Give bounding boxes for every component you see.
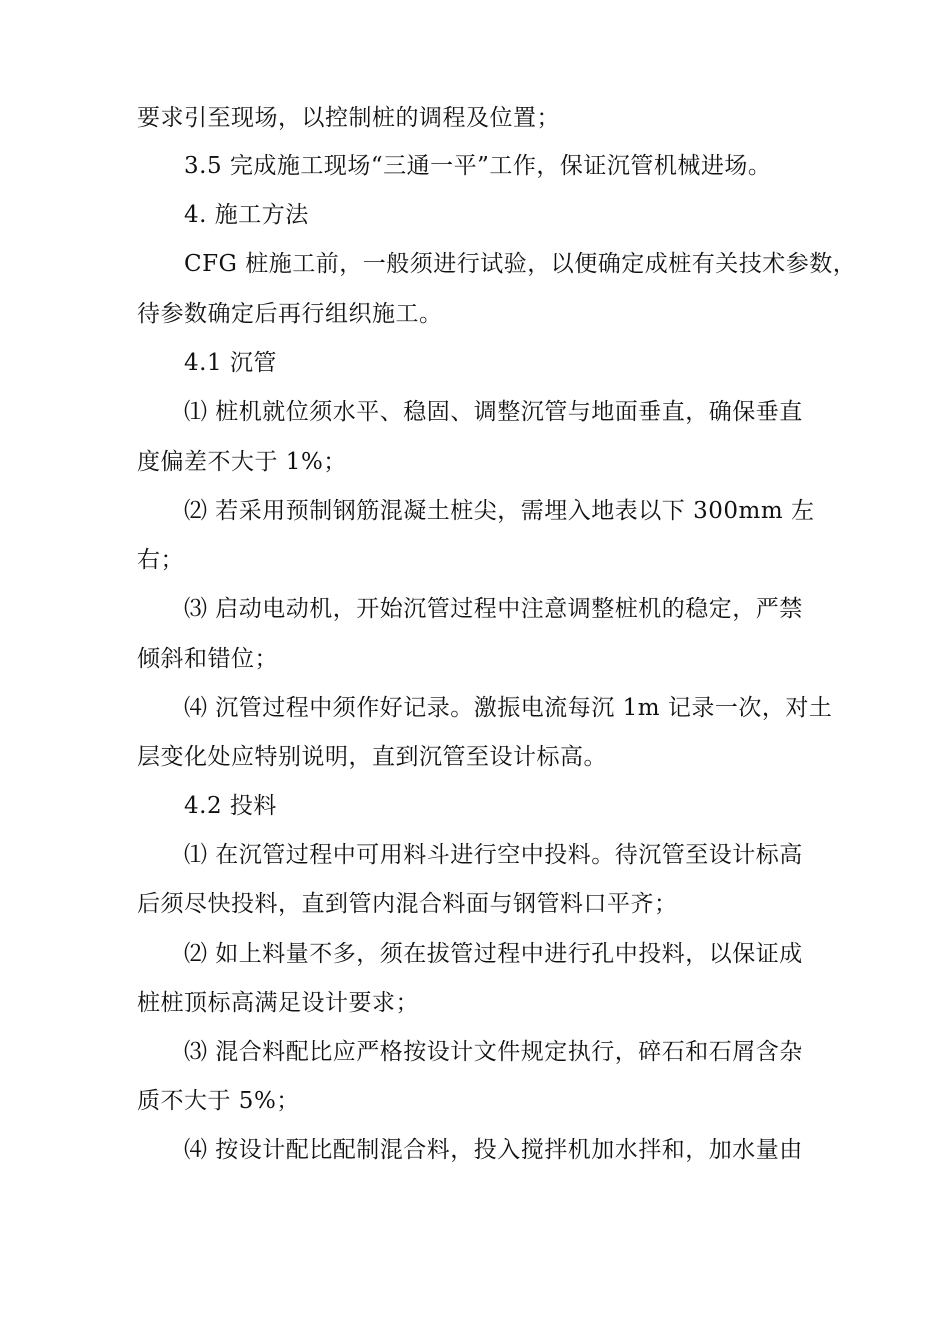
- list-item-line: 度偏差不大于 1%；: [137, 449, 347, 475]
- list-item-line: 右；: [137, 547, 184, 573]
- list-item-line: ⑶ 启动电动机，开始沉管过程中注意调整桩机的稳定，严禁: [184, 596, 803, 622]
- list-item-line: ⑴ 桩机就位须水平、稳固、调整沉管与地面垂直，确保垂直: [184, 399, 803, 425]
- section-heading-4-1: 4.1 沉管: [184, 350, 277, 376]
- section-heading-4: 4. 施工方法: [184, 202, 309, 228]
- list-item-line: ⑵ 若采用预制钢筋混凝土桩尖，需埋入地表以下 300mm 左: [184, 498, 815, 524]
- list-item-line: 质不大于 5%；: [137, 1088, 300, 1114]
- paragraph-line-5: 待参数确定后再行组织施工。: [137, 301, 443, 327]
- list-item-line: ⑴ 在沉管过程中可用料斗进行空中投料。待沉管至设计标高: [184, 842, 803, 868]
- list-item-line: 桩桩顶标高满足设计要求；: [137, 990, 419, 1016]
- list-item-line: ⑵ 如上料量不多，须在拔管过程中进行孔中投料，以保证成: [184, 941, 803, 967]
- section-heading-4-2: 4.2 投料: [184, 793, 277, 819]
- list-item-line: ⑷ 沉管过程中须作好记录。激振电流每沉 1m 记录一次，对土: [184, 695, 833, 721]
- list-item-line: ⑷ 按设计配比配制混合料，投入搅拌机加水拌和，加水量由: [184, 1137, 803, 1163]
- list-item-line: 层变化处应特别说明，直到沉管至设计标高。: [137, 744, 607, 770]
- paragraph-line-2: 3.5 完成施工现场“三通一平”工作，保证沉管机械进场。: [184, 153, 772, 179]
- list-item-line: ⑶ 混合料配比应严格按设计文件规定执行，碎石和石屑含杂: [184, 1039, 803, 1065]
- paragraph-line-1: 要求引至现场，以控制桩的调程及位置；: [137, 105, 560, 131]
- list-item-line: 后须尽快投料，直到管内混合料面与钢管料口平齐；: [137, 891, 678, 917]
- list-item-line: 倾斜和错位；: [137, 646, 278, 672]
- paragraph-line-4: CFG 桩施工前，一般须进行试验，以便确定成桩有关技术参数，: [184, 251, 857, 277]
